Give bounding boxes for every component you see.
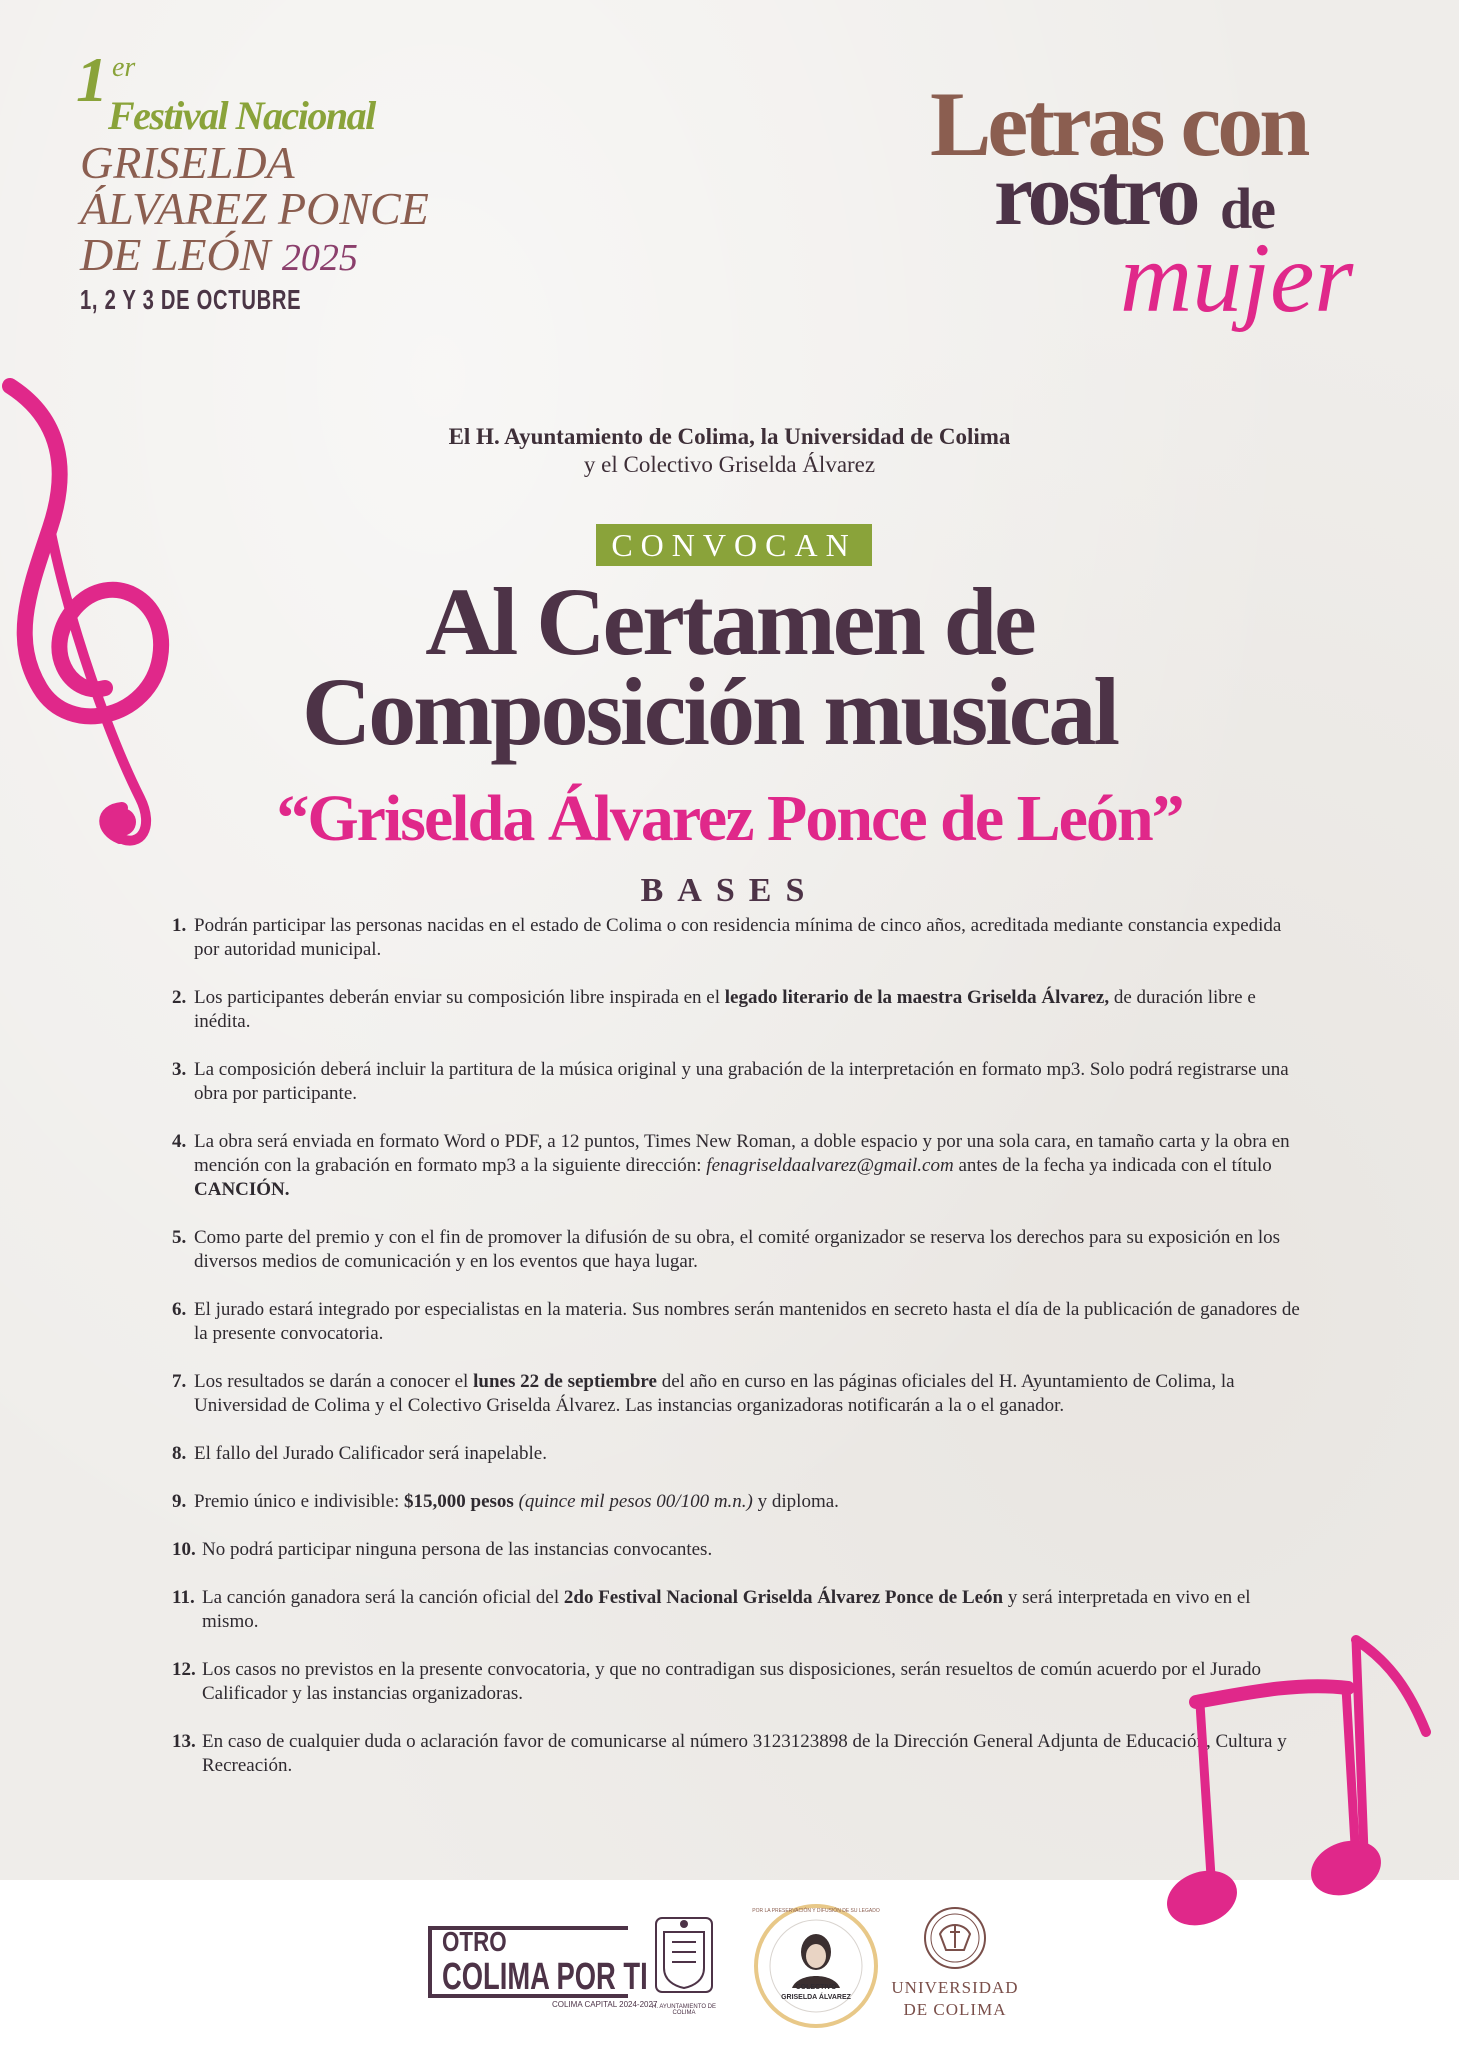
base-text: [172, 1586, 1302, 1634]
logo-line-1: Letras con: [930, 73, 1307, 175]
ayuntamiento-label: H. AYUNTAMIENTO DE COLIMA: [651, 2004, 716, 2016]
base-number: 8.: [172, 1443, 187, 1464]
festival-honoree-name: GRISELDA ÁLVAREZ PONCE DE LEÓN: [80, 137, 429, 280]
base-number: 3.: [172, 1059, 187, 1080]
base-text: [172, 1058, 1302, 1106]
prize-amount-words: (quince mil pesos 00/100 m.n.): [518, 1491, 753, 1512]
base-text-bold: CANCIÓN.: [194, 1179, 290, 1200]
base-text: [172, 1490, 1302, 1514]
base-text: [172, 986, 1302, 1034]
base-text-part: El fallo del Jurado Calificador será inapelable.: [194, 1443, 547, 1464]
base-text-part: del año en curso en las páginas oficiales del H. Ayuntamiento de Colima, la Universidad de Colima y el Colectivo Griselda Álvarez. Las instancias organizadoras notificarán a la o el ganador.: [194, 1371, 1235, 1416]
base-text-part: antes de la fecha ya indicada con el título: [953, 1155, 1272, 1176]
base-number: 10.: [172, 1539, 196, 1560]
colectivo-label-2: GRISELDA ÁLVAREZ: [781, 1994, 851, 2001]
universidad-label-1: UNIVERSIDAD: [891, 1978, 1019, 1997]
base-number: 1.: [172, 915, 187, 936]
base-item-8: [172, 1442, 1302, 1466]
music-notes-icon: [1160, 1622, 1459, 1942]
convocan-banner: CONVOCAN: [596, 524, 872, 566]
base-text: [172, 1298, 1302, 1346]
base-item-4: [172, 1130, 1302, 1202]
festival-name: Festival Nacional: [108, 93, 375, 138]
colectivo-portrait-icon: [752, 1902, 880, 2030]
base-text-part: No podrá participar ninguna persona de las instancias convocantes.: [202, 1539, 713, 1560]
otro-logo-small: COLIMA CAPITAL 2024-2027: [552, 2000, 658, 2009]
base-text-part: Premio único e indivisible:: [194, 1491, 405, 1512]
logo-line-4: mujer: [1120, 222, 1354, 333]
universidad-seal-icon: [890, 1904, 1020, 1974]
base-text-part: Los participantes deberán enviar su composición libre inspirada en el: [194, 987, 725, 1008]
logo-line-3: de: [1220, 176, 1274, 241]
otro-logo-line-2: COLIMA POR TI: [442, 1956, 648, 1998]
base-item-6: [172, 1298, 1302, 1346]
base-text-bold: 2do Festival Nacional Griselda Álvarez Ponce de León: [563, 1587, 1004, 1608]
base-text-part: La obra será enviada en formato Word o PDF, a 12 puntos, Times New Roman, a doble espacio y por una sola cara, en tamaño carta y la obra en mención con la grabación en formato mp3 a la siguiente dirección:: [194, 1131, 1290, 1176]
universidad-label-2: DE COLIMA: [903, 2000, 1007, 2019]
base-text-part: En caso de cualquier duda o aclaración favor de comunicarse al número 3123123898 de la Dirección General Adjunta de Educación, Cultura y Recreación.: [202, 1731, 1287, 1776]
base-item-12: [172, 1658, 1302, 1706]
prize-amount: $15,000 pesos: [404, 1491, 514, 1512]
base-number: 7.: [172, 1371, 187, 1392]
base-number: 13.: [172, 1731, 196, 1752]
base-text-part: Los resultados se darán a conocer el: [194, 1371, 474, 1392]
base-text-bold: legado literario de la maestra Griselda Álvarez,: [724, 987, 1110, 1008]
base-text: [172, 914, 1302, 962]
base-number: 9.: [172, 1491, 187, 1512]
intro-line-2: y el Colectivo Griselda Álvarez: [583, 452, 876, 477]
festival-dates: 1, 2 Y 3 DE OCTUBRE: [80, 284, 302, 315]
base-text: [172, 1370, 1302, 1418]
base-number: 4.: [172, 1131, 187, 1152]
otro-logo-line-1: OTRO: [442, 1926, 507, 1957]
base-item-3: [172, 1058, 1302, 1106]
base-text-part: El jurado estará integrado por especialistas en la materia. Sus nombres serán mantenidos en secreto hasta el día de la publicación de ganadores de la presente convocatoria.: [194, 1299, 1300, 1344]
otro-colima-por-ti-logo: [428, 1926, 658, 2009]
base-item-11: [172, 1586, 1302, 1634]
base-item-7: [172, 1370, 1302, 1418]
base-item-5: [172, 1226, 1302, 1274]
logo-line-2: rostro: [994, 147, 1197, 244]
colectivo-ring-text: POR LA PRESERVACIÓN Y DIFUSIÓN DE SU LEGADO: [752, 1908, 880, 1914]
base-text-part: Podrán participar las personas nacidas en el estado de Colima o con residencia mínima de cinco años, acreditada mediante constancia expedida por autoridad municipal.: [194, 915, 1282, 960]
base-number: 11.: [172, 1587, 195, 1608]
universidad-de-colima-logo: [890, 1904, 1030, 2034]
base-text: [172, 1130, 1302, 1202]
base-number: 2.: [172, 987, 187, 1008]
base-text-part: La canción ganadora será la canción oficial del: [202, 1587, 564, 1608]
base-text: [172, 1658, 1302, 1706]
colectivo-griselda-alvarez-logo: [752, 1902, 880, 2030]
festival-honoree: [80, 137, 500, 281]
base-text: [172, 1226, 1302, 1274]
ayuntamiento-seal-icon: [650, 1912, 718, 2002]
ayuntamiento-logo: [650, 1912, 718, 2022]
base-text-part: y será interpretada en vivo en el mismo.: [202, 1587, 1251, 1632]
letras-con-rostro-de-mujer-logo: [920, 73, 1400, 338]
title-line-3: “Griselda Álvarez Ponce de León”: [276, 782, 1183, 855]
intro-line-1: El H. Ayuntamiento de Colima, la Universidad de Colima: [448, 424, 1011, 449]
base-text: [172, 1730, 1292, 1778]
base-text-part: Los casos no previstos en la presente convocatoria, y que no contradigan sus disposiciones, serán resueltos de común acuerdo por el Jurado Calificador y las instancias organizadoras.: [202, 1659, 1261, 1704]
base-item-10: [172, 1538, 1302, 1562]
base-item-2: [172, 986, 1302, 1034]
base-text-part: Como parte del premio y con el fin de promover la difusión de su obra, el comité organizador se reserva los derechos para su exposición en los diversos medios de comunicación y en los eventos que haya lugar.: [194, 1227, 1281, 1272]
title-line-1: Al Certamen de: [425, 568, 1034, 675]
base-item-13: [172, 1730, 1292, 1778]
base-text-bold: lunes 22 de septiembre: [473, 1371, 657, 1392]
base-number: 6.: [172, 1299, 187, 1320]
contact-email: fenagriseldaalvarez@gmail.com: [706, 1155, 954, 1176]
base-text-part: de duración libre e inédita.: [194, 987, 1256, 1032]
festival-ordinal-suffix: er: [112, 52, 136, 83]
base-number: 5.: [172, 1227, 187, 1248]
festival-year: 2025: [281, 237, 358, 279]
base-item-1: [172, 914, 1302, 962]
bases-heading: BASES: [640, 872, 819, 909]
colectivo-label-1: COLECTIVO: [795, 1984, 837, 1991]
base-text-part: y diploma.: [752, 1491, 839, 1512]
base-item-9: [172, 1490, 1302, 1514]
base-text: [172, 1538, 1302, 1562]
festival-ordinal: 1: [76, 44, 108, 115]
title-line-2: Composición musical: [301, 658, 1118, 765]
base-text-part: La composición deberá incluir la partitura de la música original y una grabación de la interpretación en formato mp3. Solo podrá registrarse una obra por participante.: [194, 1059, 1289, 1104]
base-text: [172, 1442, 1302, 1466]
base-number: 12.: [172, 1659, 196, 1680]
